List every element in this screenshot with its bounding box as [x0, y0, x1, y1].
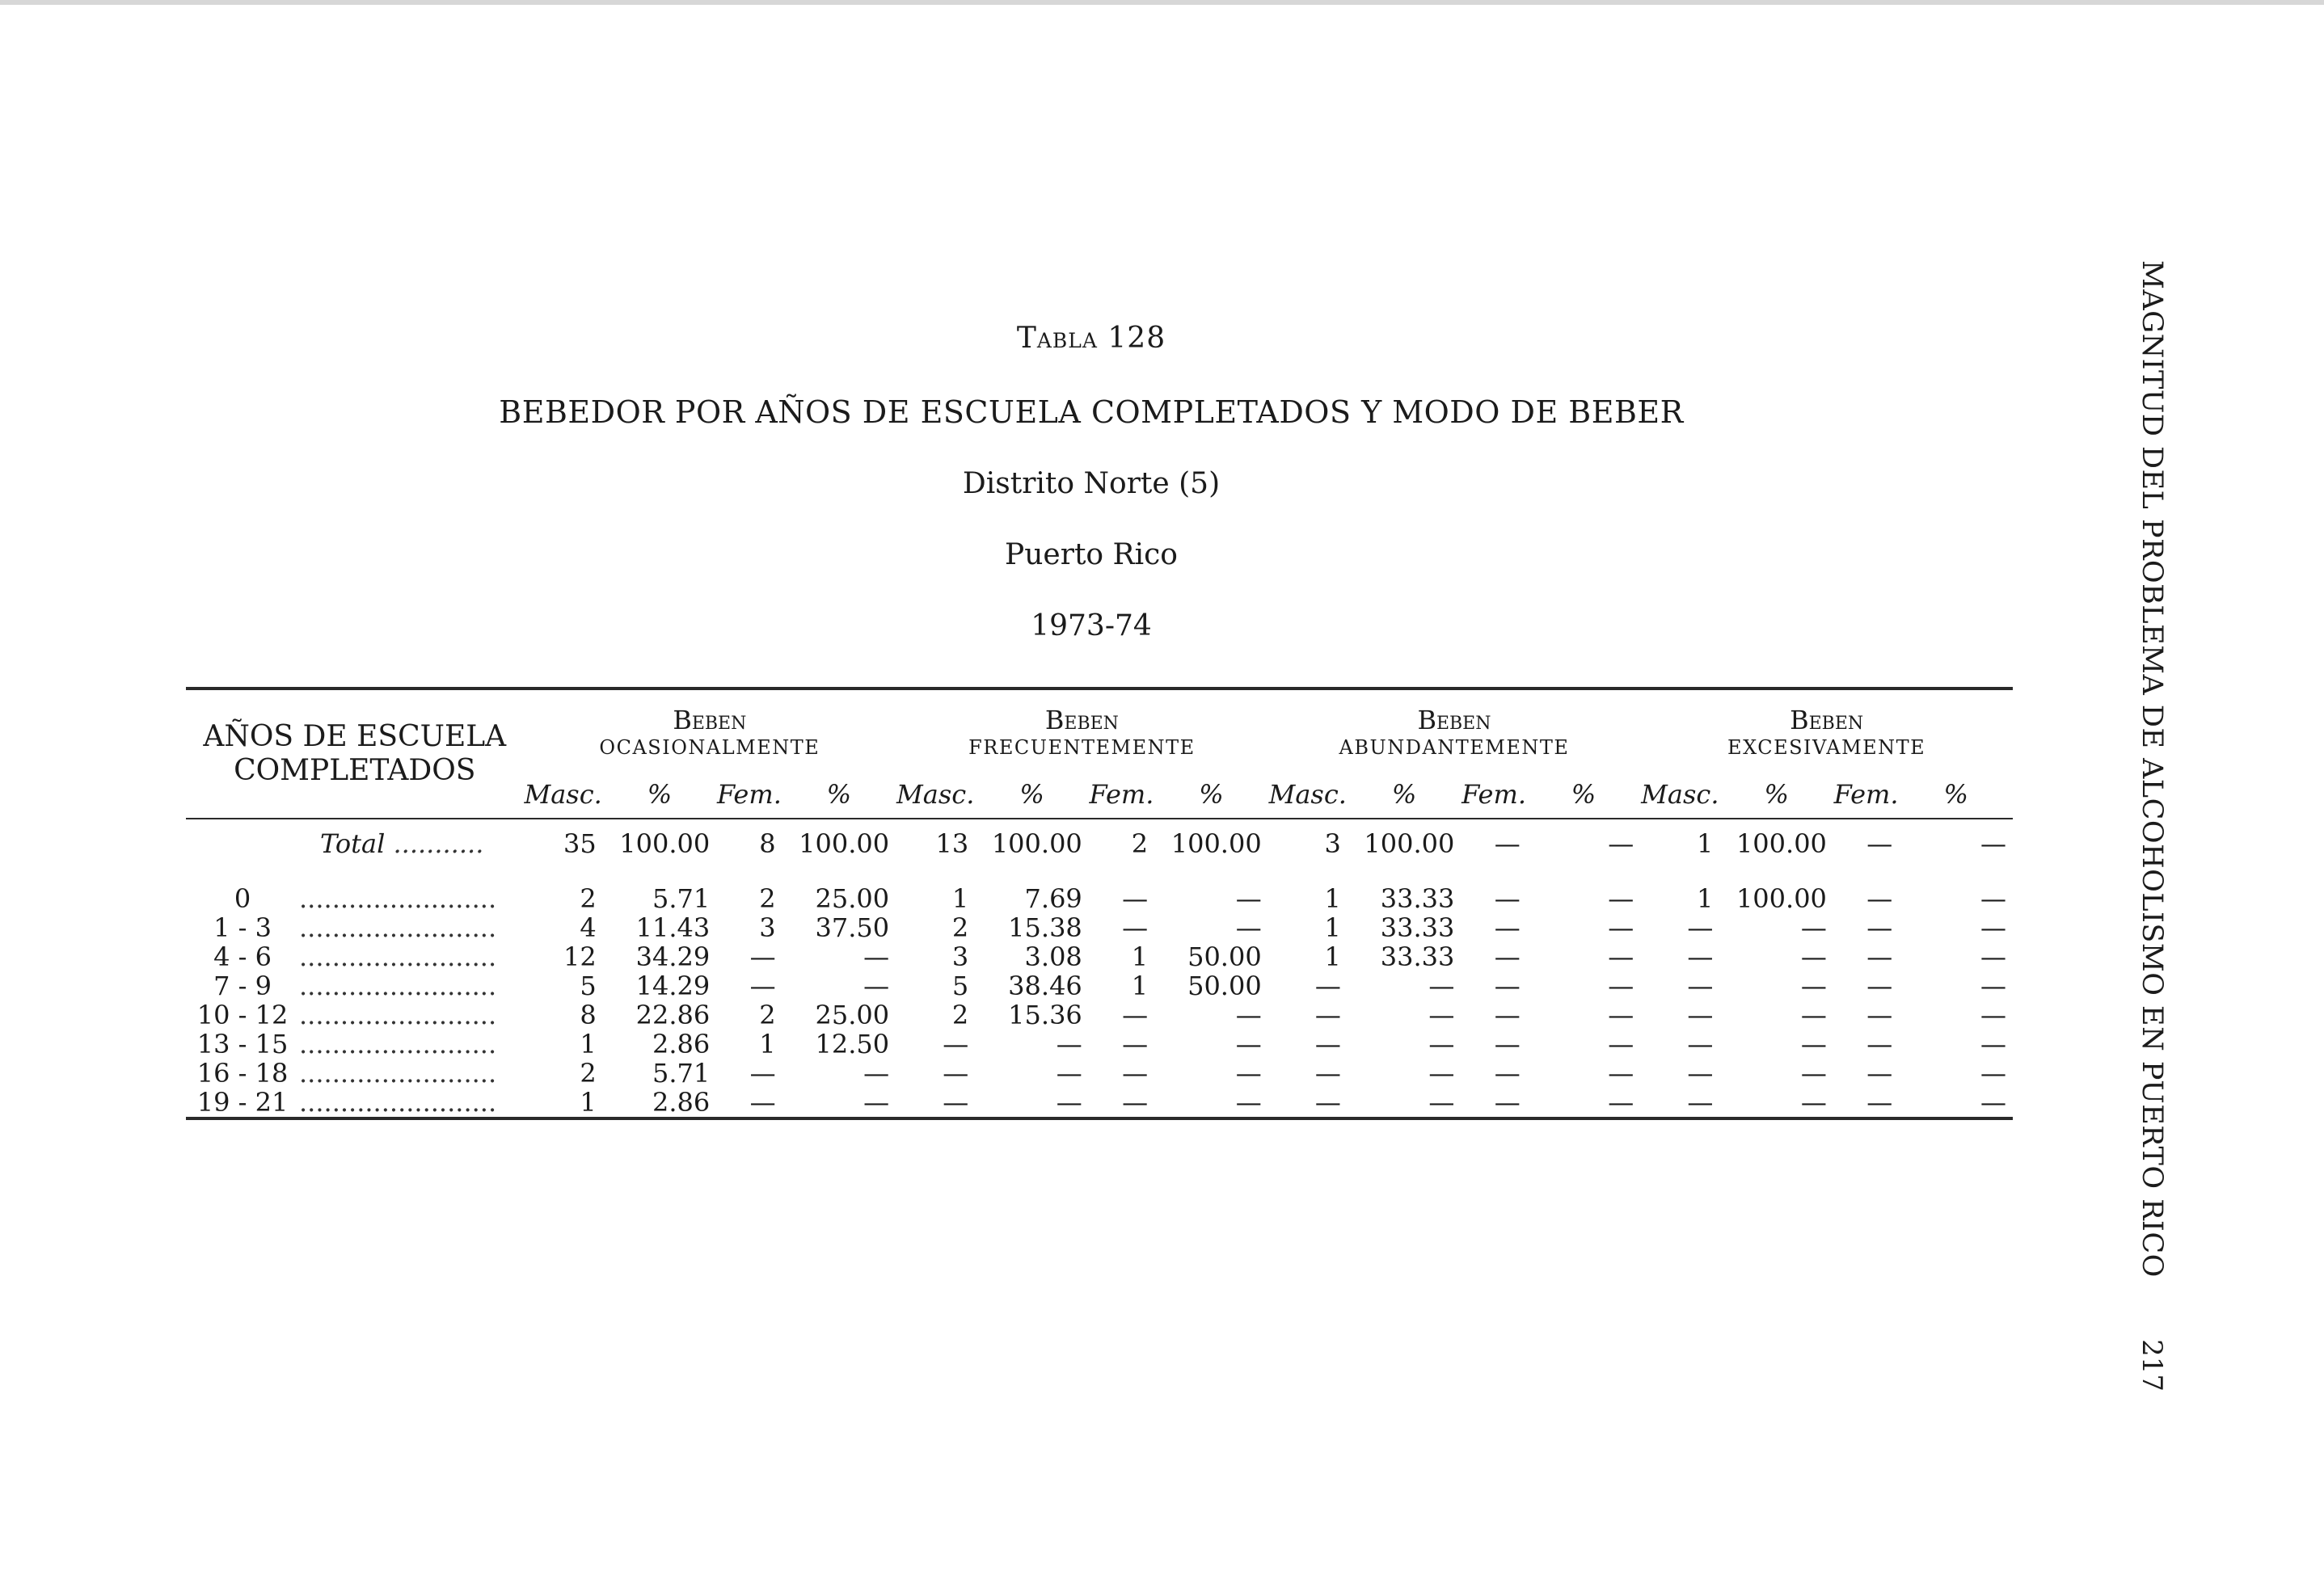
cell: — [943, 1029, 969, 1059]
sub-header-pct: % [1764, 779, 1789, 810]
cell: — [1608, 1000, 1634, 1030]
row-label-text: 16 - 18 [196, 1058, 289, 1089]
cell: 100.00 [799, 828, 890, 859]
sub-header-masc: Masc. [1268, 779, 1347, 810]
cell: 100.00 [1364, 828, 1455, 859]
cell: — [1494, 1029, 1521, 1059]
subtitle-year: 1973-74 [1031, 609, 1152, 642]
cell: — [1866, 912, 1893, 943]
cell: 2 [951, 1000, 969, 1030]
stub-header [186, 689, 524, 819]
cell: — [1235, 1058, 1262, 1089]
cell: 3.08 [1024, 941, 1082, 972]
cell: 34.29 [635, 941, 711, 972]
spacer-row [186, 868, 2013, 884]
row-label-text: 0 [234, 883, 251, 914]
cell: — [1800, 1087, 1827, 1118]
cell: — [1314, 1058, 1341, 1089]
cell: — [749, 971, 776, 1001]
cell: — [1314, 1000, 1341, 1030]
leader-dots: ........................ [299, 1087, 497, 1118]
leader-dots: ........................ [299, 1000, 497, 1030]
cell: — [1608, 941, 1634, 972]
cell: — [1980, 883, 2006, 914]
cell: 3 [759, 912, 776, 943]
cell: 1 [1131, 971, 1149, 1001]
group-line2: OCASIONALMENTE [599, 736, 820, 759]
cell: 1 [1697, 828, 1714, 859]
cell: 50.00 [1187, 971, 1262, 1001]
data-table-wrapper [186, 687, 2013, 1120]
cell: — [863, 971, 890, 1001]
cell: — [1687, 941, 1714, 972]
cell: — [1428, 971, 1455, 1001]
cell: — [1980, 1058, 2006, 1089]
cell: 100.00 [1736, 883, 1827, 914]
top-edge-rule [0, 0, 2324, 5]
leader-dots: ........... [393, 828, 484, 859]
cell: — [1494, 971, 1521, 1001]
cell: — [1866, 883, 1893, 914]
cell: 12.50 [815, 1029, 890, 1059]
group-header-frecuente [896, 689, 1268, 768]
row-label [186, 884, 524, 913]
cell: — [1608, 971, 1634, 1001]
running-header-title: MAGNITUD DEL PROBLEMA DE ALCOHOLISMO EN PUERTO RICO [2136, 260, 2168, 1278]
cell: 1 [1697, 883, 1714, 914]
cell: — [1314, 1087, 1341, 1118]
leader-dots: ........................ [299, 912, 497, 943]
row-label [186, 1059, 524, 1088]
cell: — [1608, 912, 1634, 943]
stub-header-line1: AÑOS DE ESCUELA [203, 720, 507, 753]
cell: 100.00 [1736, 828, 1827, 859]
cell: 50.00 [1187, 941, 1262, 972]
cell: — [1800, 1058, 1827, 1089]
table-number-heading [0, 322, 2183, 355]
cell: 100.00 [1170, 828, 1262, 859]
cell: — [1687, 1087, 1714, 1118]
cell: 33.33 [1380, 912, 1455, 943]
tabla-label: Tabla [1016, 322, 1098, 355]
cell: 2 [580, 1058, 597, 1089]
row-label-text: 4 - 6 [213, 941, 272, 972]
sub-header-pct: % [1943, 779, 1968, 810]
cell: 2 [580, 883, 597, 914]
sub-header-masc: Masc. [1641, 779, 1719, 810]
cell: — [1314, 971, 1341, 1001]
sub-header-pct: % [1391, 779, 1417, 810]
cell: 1 [1324, 912, 1341, 943]
leader-dots: ........................ [299, 971, 497, 1001]
cell: — [1494, 883, 1521, 914]
cell: — [1428, 1029, 1455, 1059]
cell: 1 [759, 1029, 776, 1059]
cell: 15.38 [1008, 912, 1082, 943]
cell: 2.86 [652, 1087, 711, 1118]
cell: — [1314, 1029, 1341, 1059]
sub-header-pct: % [1019, 779, 1044, 810]
group-line1: Beben [1417, 705, 1491, 735]
cell: — [749, 941, 776, 972]
cell: 100.00 [991, 828, 1082, 859]
cell: 1 [1324, 883, 1341, 914]
group-line1: Beben [1044, 705, 1119, 735]
cell: — [1687, 1000, 1714, 1030]
cell: 15.36 [1008, 1000, 1082, 1030]
cell: — [1428, 1058, 1455, 1089]
cell: 5 [580, 971, 597, 1001]
stub-header-line2: COMPLETADOS [234, 754, 476, 787]
cell: 1 [1131, 941, 1149, 972]
cell: 5 [951, 971, 969, 1001]
cell: 22.86 [635, 1000, 711, 1030]
cell: — [1866, 1029, 1893, 1059]
cell: 2 [1131, 828, 1149, 859]
cell: 5.71 [652, 883, 711, 914]
row-label-text: 13 - 15 [196, 1029, 289, 1059]
cell: — [1800, 1029, 1827, 1059]
cell: 1 [580, 1029, 597, 1059]
cell: — [1687, 1058, 1714, 1089]
sub-header-pct: % [647, 779, 673, 810]
cell: 25.00 [815, 1000, 890, 1030]
cell: — [1980, 828, 2006, 859]
cell: — [1122, 883, 1149, 914]
cell: — [1122, 1058, 1149, 1089]
cell: 2.86 [652, 1029, 711, 1059]
cell: — [1494, 941, 1521, 972]
cell: 13 [935, 828, 969, 859]
table-row [186, 942, 2013, 971]
cell: — [1687, 1029, 1714, 1059]
cell: — [1122, 912, 1149, 943]
leader-dots: ........................ [299, 1058, 497, 1089]
table-body [186, 819, 2013, 1118]
cell: — [1494, 1058, 1521, 1089]
row-label-text: 1 - 3 [213, 912, 272, 943]
cell: — [1980, 1029, 2006, 1059]
cell: — [1235, 1000, 1262, 1030]
cell: — [1800, 971, 1827, 1001]
cell: — [1494, 1000, 1521, 1030]
cell: 3 [1324, 828, 1341, 859]
sub-header-fem: Fem. [716, 779, 782, 810]
group-line2: FRECUENTEMENTE [968, 736, 1196, 759]
cell: — [749, 1087, 776, 1118]
tabla-number: 128 [1107, 322, 1166, 355]
cell: 7.69 [1024, 883, 1082, 914]
table-row [186, 913, 2013, 942]
cell: 100.00 [619, 828, 711, 859]
table-row [186, 884, 2013, 913]
cell: 2 [759, 1000, 776, 1030]
cell: — [1687, 971, 1714, 1001]
subtitle-district: Distrito Norte (5) [962, 467, 1221, 500]
cell: — [863, 1087, 890, 1118]
group-line2: EXCESIVAMENTE [1727, 736, 1926, 759]
leader-dots: ........................ [299, 883, 497, 914]
cell: — [1235, 1087, 1262, 1118]
cell: — [1687, 912, 1714, 943]
cell: — [943, 1087, 969, 1118]
cell: — [1980, 1087, 2006, 1118]
sub-header-pct: % [1199, 779, 1224, 810]
cell: 8 [580, 1000, 597, 1030]
running-header [2119, 260, 2184, 1392]
cell: — [863, 941, 890, 972]
cell: — [1866, 971, 1893, 1001]
cell: — [1428, 1087, 1455, 1118]
table-title: BEBEDOR POR AÑOS DE ESCUELA COMPLETADOS Y MODO DE BEBER [499, 394, 1684, 430]
cell: 25.00 [815, 883, 890, 914]
sub-header-masc: Masc. [896, 779, 975, 810]
cell: — [1866, 1000, 1893, 1030]
cell: — [749, 1058, 776, 1089]
cell: 11.43 [635, 912, 711, 943]
data-table [186, 687, 2013, 1120]
cell: 1 [580, 1087, 597, 1118]
cell: — [1494, 912, 1521, 943]
table-row [186, 971, 2013, 1000]
cell: — [1800, 912, 1827, 943]
cell: 14.29 [635, 971, 711, 1001]
subtitle-place: Puerto Rico [1005, 538, 1178, 571]
cell: — [1428, 1000, 1455, 1030]
sub-header-pct: % [1571, 779, 1596, 810]
cell: — [1056, 1087, 1082, 1118]
cell: 38.46 [1008, 971, 1082, 1001]
cell: — [1494, 1087, 1521, 1118]
cell: — [1866, 828, 1893, 859]
row-label-text: 10 - 12 [196, 1000, 289, 1030]
cell: — [1122, 1029, 1149, 1059]
cell: 1 [951, 883, 969, 914]
cell: — [1980, 941, 2006, 972]
cell: — [1494, 828, 1521, 859]
cell: 33.33 [1380, 941, 1455, 972]
group-line1: Beben [1790, 705, 1864, 735]
cell: — [1056, 1058, 1082, 1089]
cell: — [1608, 1058, 1634, 1089]
group-header-excesivo [1640, 689, 2013, 768]
cell: — [1235, 912, 1262, 943]
table-row [186, 1030, 2013, 1059]
cell: 33.33 [1380, 883, 1455, 914]
cell: 3 [951, 941, 969, 972]
table-row-total [186, 819, 2013, 868]
cell: — [1235, 1029, 1262, 1059]
cell: — [1056, 1029, 1082, 1059]
cell: 37.50 [815, 912, 890, 943]
group-line2: ABUNDANTEMENTE [1339, 736, 1570, 759]
cell: — [1866, 1087, 1893, 1118]
row-label-text: 7 - 9 [213, 971, 272, 1001]
cell: 1 [1324, 941, 1341, 972]
cell: 4 [580, 912, 597, 943]
cell: 2 [951, 912, 969, 943]
cell: — [1608, 828, 1634, 859]
sub-header-fem: Fem. [1089, 779, 1154, 810]
row-label [186, 1030, 524, 1059]
cell: — [1122, 1000, 1149, 1030]
table-row [186, 1088, 2013, 1118]
cell: — [1980, 971, 2006, 1001]
cell: — [1800, 1000, 1827, 1030]
total-label: Total [320, 828, 386, 859]
leader-dots: ........................ [299, 941, 497, 972]
group-header-abundante [1268, 689, 1641, 768]
cell: — [1235, 883, 1262, 914]
row-label [186, 819, 524, 868]
cell: — [1122, 1087, 1149, 1118]
cell: 8 [759, 828, 776, 859]
cell: — [1866, 1058, 1893, 1089]
cell: — [943, 1058, 969, 1089]
cell: 35 [563, 828, 597, 859]
cell: — [1980, 912, 2006, 943]
row-label [186, 942, 524, 971]
sub-header-masc: Masc. [524, 779, 602, 810]
row-label [186, 913, 524, 942]
cell: 12 [563, 941, 597, 972]
cell: — [863, 1058, 890, 1089]
cell: — [1980, 1000, 2006, 1030]
cell: — [1608, 1087, 1634, 1118]
row-label [186, 1000, 524, 1030]
group-header-ocasional [524, 689, 896, 768]
cell: — [1608, 883, 1634, 914]
cell: 5.71 [652, 1058, 711, 1089]
sub-header-fem: Fem. [1461, 779, 1526, 810]
cell: — [1866, 941, 1893, 972]
row-label [186, 1088, 524, 1118]
cell: 2 [759, 883, 776, 914]
group-header-row [186, 689, 2013, 768]
sub-header-fem: Fem. [1833, 779, 1899, 810]
row-label [186, 971, 524, 1000]
cell: — [1608, 1029, 1634, 1059]
leader-dots: ........................ [299, 1029, 497, 1059]
table-row [186, 1000, 2013, 1030]
group-line1: Beben [673, 705, 747, 735]
row-label-text: 19 - 21 [196, 1087, 289, 1118]
page-number: 217 [2136, 1339, 2168, 1392]
table-row [186, 1059, 2013, 1088]
cell: — [1800, 941, 1827, 972]
sub-header-pct: % [826, 779, 852, 810]
